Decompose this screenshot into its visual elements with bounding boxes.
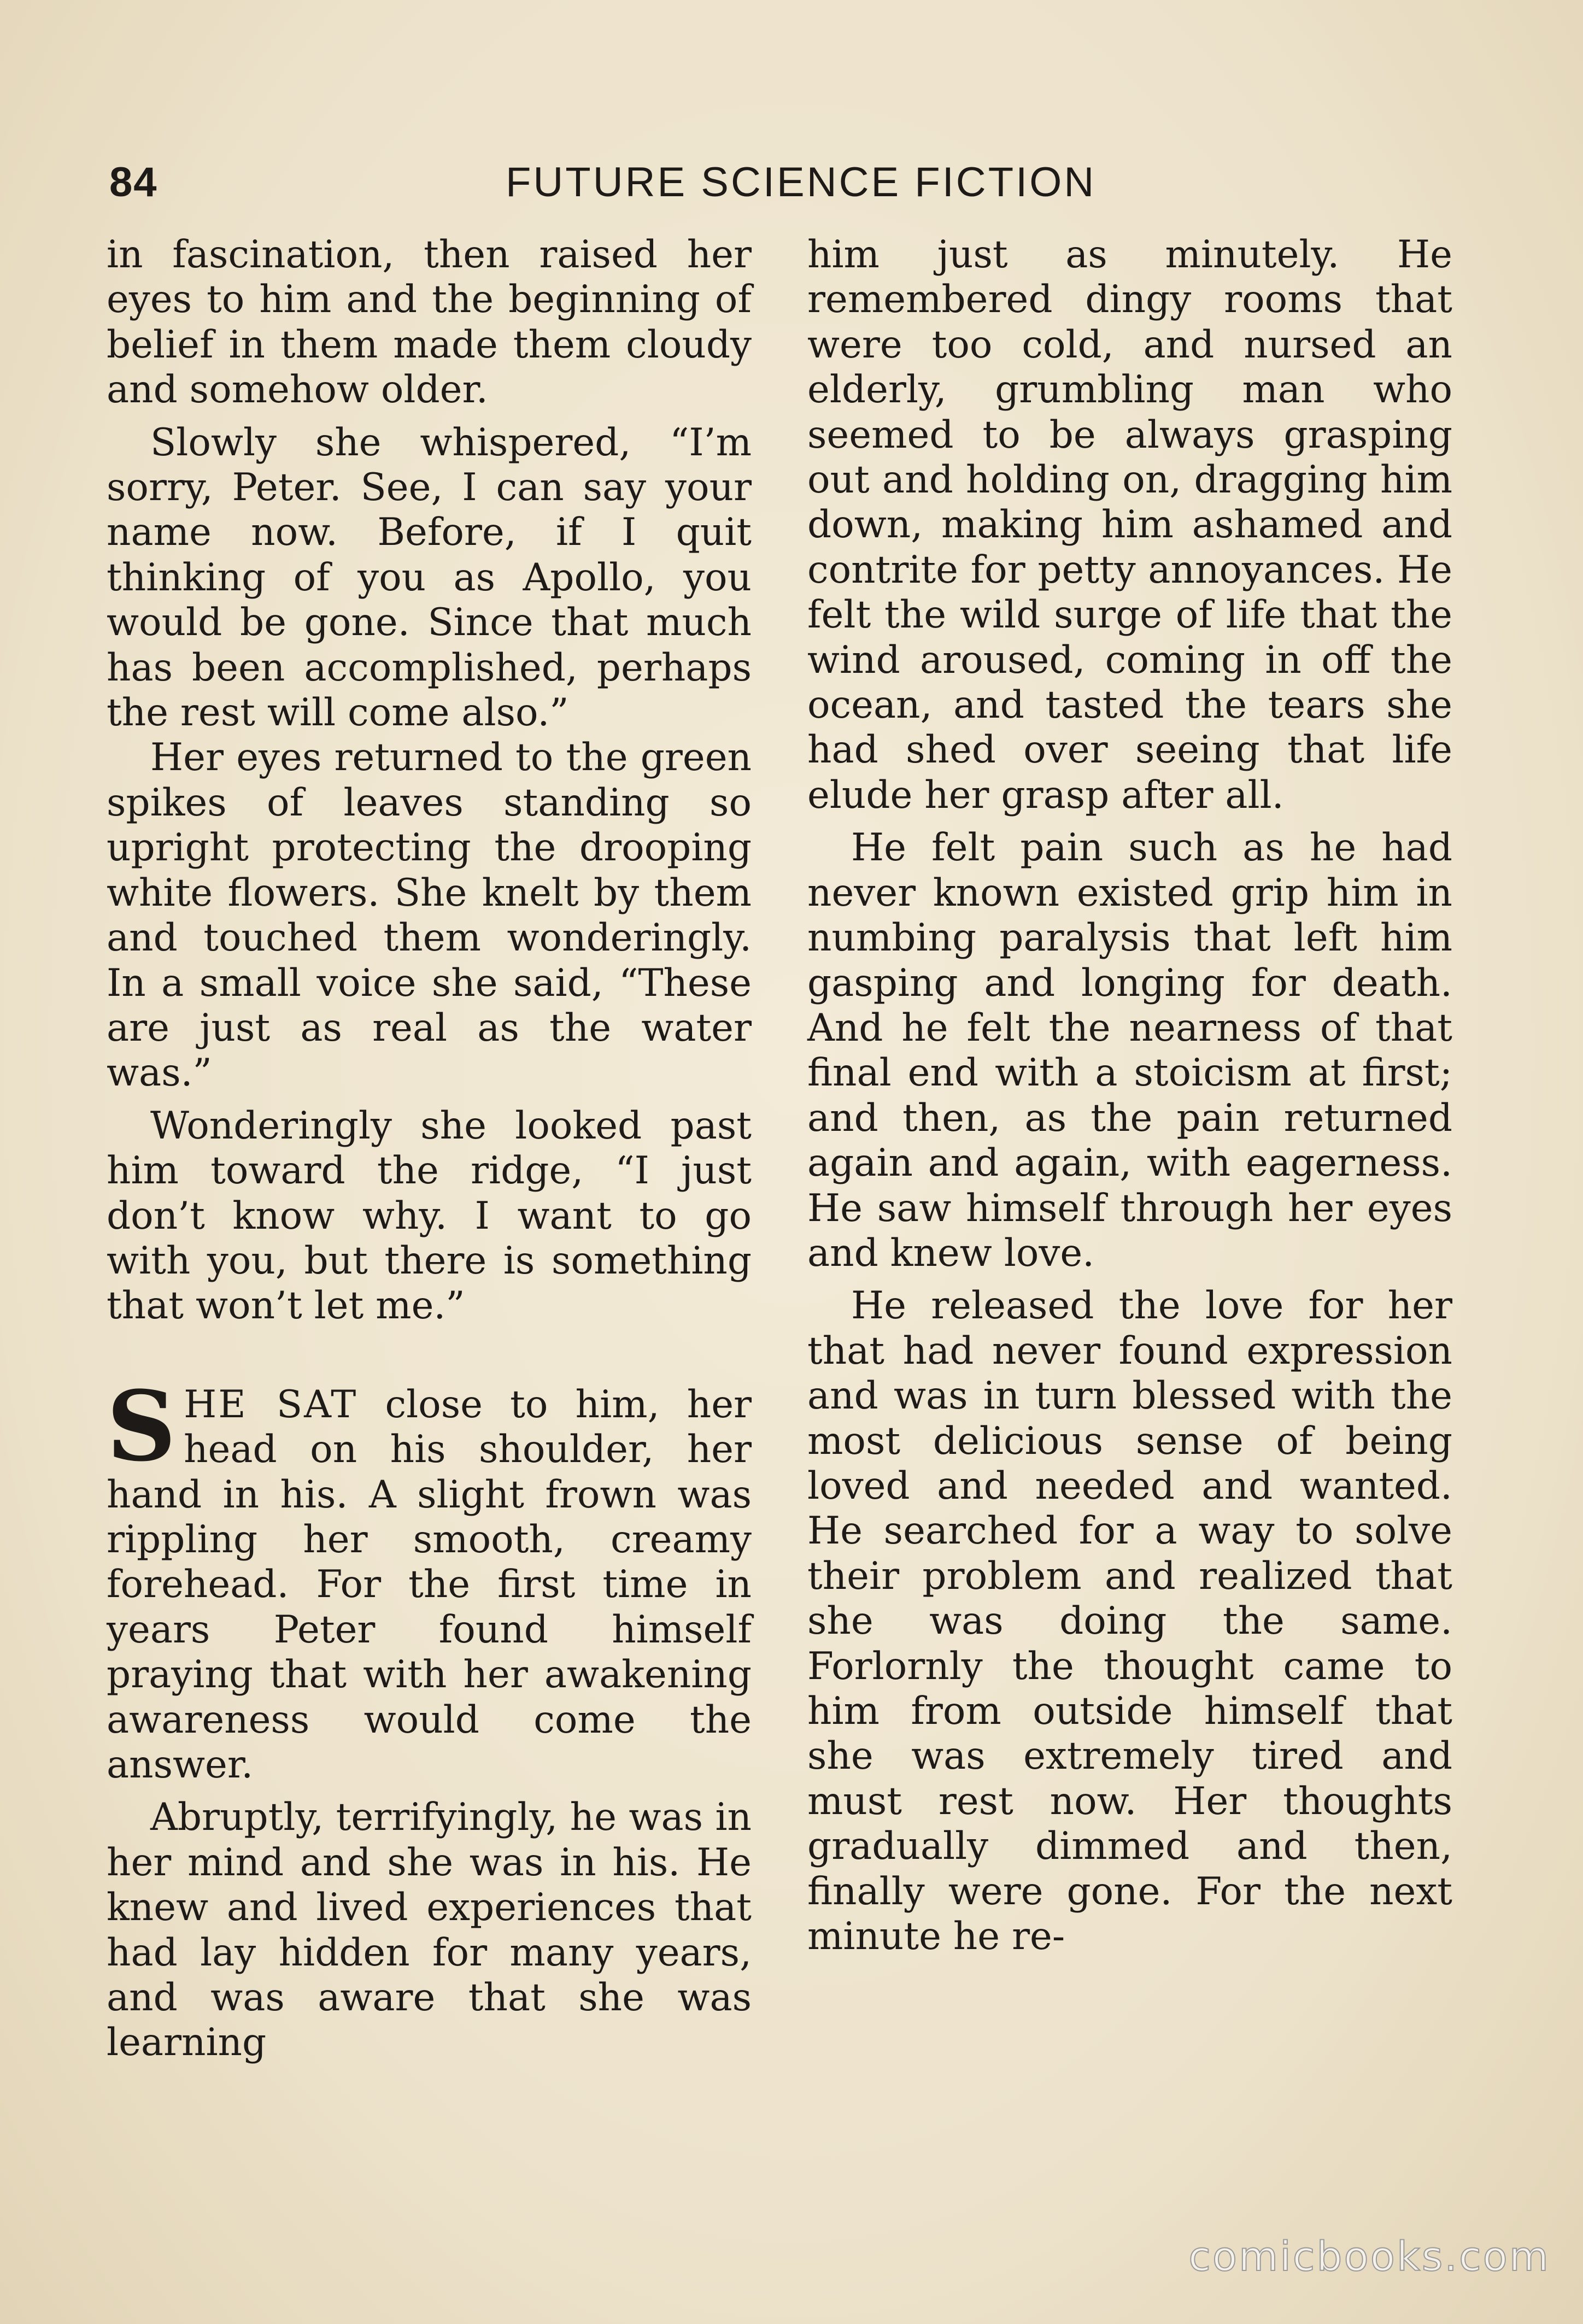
paragraph-text: close to him, her head on his shoulder, her hand in his. A slight frown was rippling her smooth, creamy forehead. For the first time in years Peter found himself praying that with her awakening awareness would come the answer. [107, 1382, 752, 1787]
running-title: FUTURE SCIENCE FICTION [506, 159, 1097, 206]
page-header [109, 159, 1097, 219]
lead-in: HE SAT [184, 1382, 358, 1427]
paragraph: him just as minutely. He remembered dingy rooms that were too cold, and nursed an elderly, grumbling man who seemed to be always grasping out and holding on, dragging him down, making him ashamed and contrite for petty annoyances. He felt the wild surge of life that the wind aroused, coming in off the ocean, and tasted the tears she had shed over seeing that life elude her grasp after all. [807, 233, 1452, 817]
paragraph: He felt pain such as he had never known existed grip him in numbing paralysis that left him gasping and longing for death. And he felt the nearness of that final end with a stoicism at first; and then, as the pain returned again and again, with eagerness. He saw himself through her eyes and knew love. [807, 826, 1452, 1275]
right-column [807, 232, 1452, 1967]
watermark: comicbooks.com [1188, 2233, 1550, 2280]
paragraph: Her eyes returned to the green spikes of leaves standing so upright protecting the drooping white flowers. She knelt by them and touched them wonderingly. In a small voice she said, “These are just as real as the water was.” [107, 736, 752, 1095]
drop-cap: S [107, 1369, 177, 1483]
page-number: 84 [109, 159, 158, 206]
left-column [107, 232, 752, 2073]
section-start-paragraph [107, 1369, 752, 1788]
paragraph: Wonderingly she looked past him toward the ridge, “I just don’t know why. I want to go with you, but there is something that won’t let me.” [107, 1104, 752, 1328]
paragraph: He released the love for her that had never found expression and was in turn blessed with the most delicious sense of being loved and needed and wanted. He searched for a way to solve their problem and realized that she was doing the same. Forlornly the thought came to him from outside himself that she was extremely tired and must rest now. Her thoughts gradually dimmed and then, finally were gone. For the next minute he re- [807, 1284, 1452, 1959]
paragraph: in fascination, then raised her eyes to him and the beginning of belief in them made them cloudy and somehow older. [107, 233, 752, 412]
paragraph: Abruptly, terrifyingly, he was in her mind and she was in his. He knew and lived experiences that had lay hidden for many years, and was aware that she was learning [107, 1795, 752, 2065]
paragraph: Slowly she whispered, “I’m sorry, Peter. See, I can say your name now. Before, if I quit thinking of you as Apollo, you would be gone. Since that much has been accomplished, perhaps the rest will come also.” [107, 420, 752, 735]
